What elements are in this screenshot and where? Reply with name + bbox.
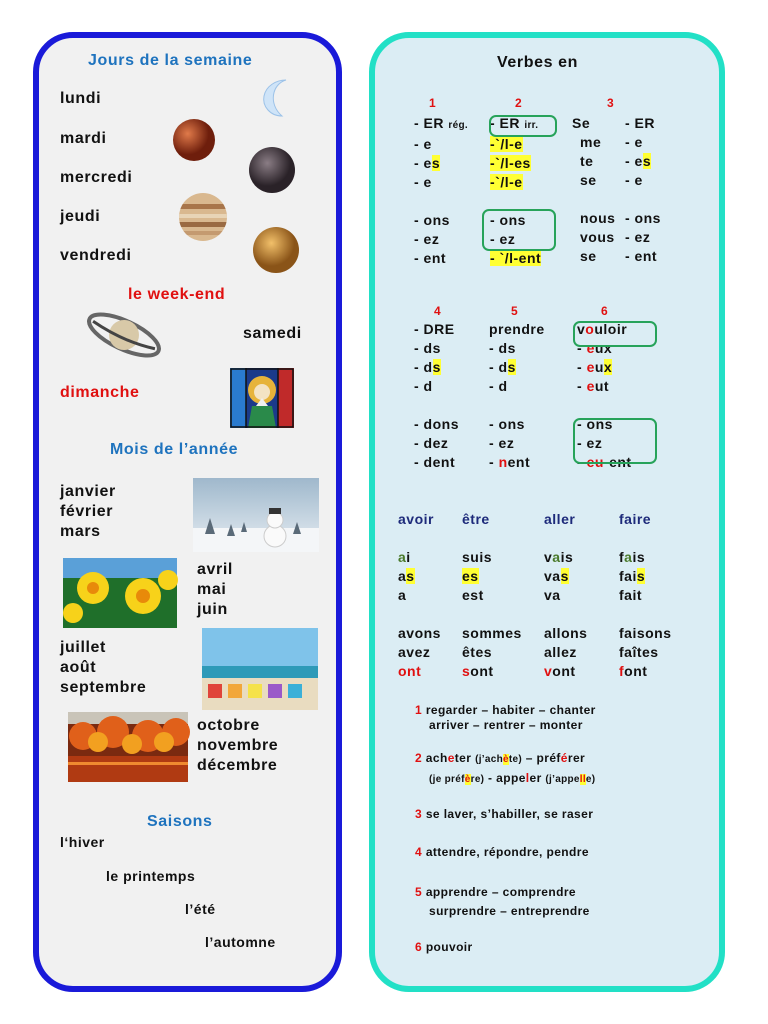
season-printemps: le printemps xyxy=(106,868,196,884)
prendre-ending: - ds xyxy=(489,340,516,356)
prendre-head: prendre xyxy=(489,321,545,337)
dre-ending: - ds xyxy=(414,340,441,356)
reflexive-ending: - ez xyxy=(625,229,651,245)
weekend-samedi: samedi xyxy=(243,325,302,342)
saturn-planet-icon xyxy=(84,306,164,364)
er-irregular-ending: - ons xyxy=(490,212,526,228)
seasons-title: Saisons xyxy=(147,813,213,830)
er-irregular-ending: - ez xyxy=(490,231,516,247)
er-irregular-ending: -`/l-es xyxy=(490,155,531,171)
month-septembre: septembre xyxy=(60,679,147,696)
months-group-autumn xyxy=(197,716,278,776)
vouloir-ending: - ons xyxy=(577,416,613,432)
day-jeudi: jeudi xyxy=(60,208,101,225)
etre-form: est xyxy=(462,587,484,603)
venus-planet-icon xyxy=(252,226,300,274)
etre-form: suis xyxy=(462,549,493,565)
example-1: 1 regarder – habiter – chanter arriver – rentrer – monter xyxy=(415,703,596,732)
er-regular-ending: - e xyxy=(414,136,432,152)
dre-column: - DRE - ds - ds - d - dons - dez - dent xyxy=(414,321,459,470)
er-regular-ending: - ons xyxy=(414,212,450,228)
etre-conjugation: suis es est sommes êtes sont xyxy=(462,549,522,679)
faire-form: fait xyxy=(619,587,642,603)
er-irregular-head-box xyxy=(489,115,557,137)
group-number-2: 2 xyxy=(515,96,522,110)
month-decembre: décembre xyxy=(197,757,278,774)
day-lundi: lundi xyxy=(60,90,102,107)
aller-form: allons xyxy=(544,625,588,641)
month-novembre: novembre xyxy=(197,737,279,754)
vouloir-column: vouloir - eux - eux - eut - ons - ez - eu-ent xyxy=(577,321,632,470)
aller-form: allez xyxy=(544,644,577,660)
vouloir-head-box xyxy=(573,321,657,347)
reflexive-ending-column: - ER - e - es - e - ons - ez - ent xyxy=(625,115,661,264)
aller-conjugation: vais vas va allons allez vont xyxy=(544,549,588,679)
verbs-title: Verbes en xyxy=(497,54,579,71)
prendre-ending: - d xyxy=(489,378,508,394)
dre-ending: - dez xyxy=(414,435,449,451)
reflexive-ending: - e xyxy=(625,172,643,188)
group-number-5: 5 xyxy=(511,304,518,318)
months-group-winter xyxy=(60,482,116,542)
season-ete: l’été xyxy=(185,901,216,917)
prendre-ending: - ons xyxy=(489,416,525,432)
group-number-3: 3 xyxy=(607,96,614,110)
example-3: 3 se laver, s’habiller, se raser xyxy=(415,807,594,821)
prendre-ending: - ez xyxy=(489,435,515,451)
month-octobre: octobre xyxy=(197,717,260,734)
example-5: 5 apprendre – comprendre surprendre – entreprendre xyxy=(415,885,590,918)
reflexive-head: Se xyxy=(572,115,591,131)
beach-chairs-image xyxy=(202,628,318,710)
month-fevrier: février xyxy=(60,503,114,520)
days-title: Jours de la semaine xyxy=(88,52,253,69)
avoir-form: avons xyxy=(398,625,441,641)
er-regular-sub: rég. xyxy=(448,120,468,131)
reflexive-pronoun: me xyxy=(580,134,602,150)
winter-snowman-image xyxy=(193,478,319,552)
reflexive-pronoun-column xyxy=(572,114,615,266)
head-avoir: avoir xyxy=(398,511,434,527)
er-regular-head: - ER xyxy=(414,115,444,131)
er-regular-ending: - e xyxy=(414,174,432,190)
faire-form: faisons xyxy=(619,625,672,641)
reflexive-pronoun: te xyxy=(580,153,594,169)
er-regular-ending: - ent xyxy=(414,250,447,266)
group-number-4: 4 xyxy=(434,304,441,318)
day-mercredi: mercredi xyxy=(60,169,133,186)
month-juillet: juillet xyxy=(60,639,106,656)
reflexive-ending-head: - ER xyxy=(625,115,655,131)
er-irregular-head: - ER xyxy=(490,115,520,131)
vouloir-ending: - ez xyxy=(577,435,603,451)
er-irregular-ending: -`/l-e xyxy=(490,136,523,152)
month-mai: mai xyxy=(197,581,227,598)
daffodils-image xyxy=(63,558,177,628)
er-regular-column: - ER rég. - e - es - e - ons - ez - ent xyxy=(414,115,468,266)
reflexive-ending: - ent xyxy=(625,248,658,264)
head-aller: aller xyxy=(544,511,576,527)
er-irregular-plural-box xyxy=(482,209,556,251)
vouloir-plural-box xyxy=(573,418,657,464)
er-regular-ending: - ez xyxy=(414,231,440,247)
avoir-form: avez xyxy=(398,644,431,660)
dre-ending: - dent xyxy=(414,454,456,470)
er-irregular-ending: - `/l-ent xyxy=(490,250,542,266)
day-vendredi: vendredi xyxy=(60,247,132,264)
month-juin: juin xyxy=(197,601,228,618)
avoir-form: a xyxy=(398,587,407,603)
group-number-6: 6 xyxy=(601,304,608,318)
moon-icon xyxy=(260,78,296,118)
reflexive-pronoun: se xyxy=(580,172,597,188)
group-number-1: 1 xyxy=(429,96,436,110)
month-aout: août xyxy=(60,659,97,676)
dre-ending: - d xyxy=(414,378,433,394)
autumn-trees-image xyxy=(68,712,188,782)
months-group-spring xyxy=(197,560,233,620)
head-etre: être xyxy=(462,511,490,527)
example-4: 4 attendre, répondre, pendre xyxy=(415,845,589,859)
months-title: Mois de l’année xyxy=(110,441,239,458)
mercury-planet-icon xyxy=(248,146,296,194)
month-avril: avril xyxy=(197,561,233,578)
example-6: 6 pouvoir xyxy=(415,940,473,954)
jupiter-planet-icon xyxy=(178,192,228,242)
etre-form: sommes xyxy=(462,625,522,641)
er-irregular-ending: -`/l-e xyxy=(490,174,523,190)
prendre-column: prendre - ds - ds - d - ons - ez - nent xyxy=(489,321,545,470)
season-hiver: l‘hiver xyxy=(60,834,105,850)
head-faire: faire xyxy=(619,511,652,527)
reflexive-pronoun: se xyxy=(580,248,597,264)
avoir-conjugation: ai as a avons avez ont xyxy=(398,549,441,679)
reflexive-pronoun: nous xyxy=(580,210,616,226)
example-2: 2 acheter (j’achète) – préférer (je préfère) - appeler (j’appelle) xyxy=(415,751,596,785)
stained-glass-icon xyxy=(230,368,294,428)
weekend-title: le week-end xyxy=(128,286,226,303)
season-automne: l’automne xyxy=(205,934,276,950)
reflexive-pronoun: vous xyxy=(580,229,615,245)
month-mars: mars xyxy=(60,523,101,540)
etre-form: êtes xyxy=(462,644,493,660)
faire-form: faîtes xyxy=(619,644,659,660)
month-janvier: janvier xyxy=(60,483,116,500)
weekend-dimanche: dimanche xyxy=(60,384,140,401)
reflexive-ending: - ons xyxy=(625,210,661,226)
dre-head: - DRE xyxy=(414,321,455,337)
mars-planet-icon xyxy=(172,118,216,162)
day-mardi: mardi xyxy=(60,130,107,147)
avoir-form: ont xyxy=(398,663,422,679)
months-group-summer xyxy=(60,638,146,698)
reflexive-ending: - e xyxy=(625,134,643,150)
dre-ending: - dons xyxy=(414,416,459,432)
er-irregular-sub: irr. xyxy=(524,120,539,131)
aller-form: va xyxy=(544,587,561,603)
faire-conjugation: fais fais fait faisons faîtes font xyxy=(619,549,672,679)
